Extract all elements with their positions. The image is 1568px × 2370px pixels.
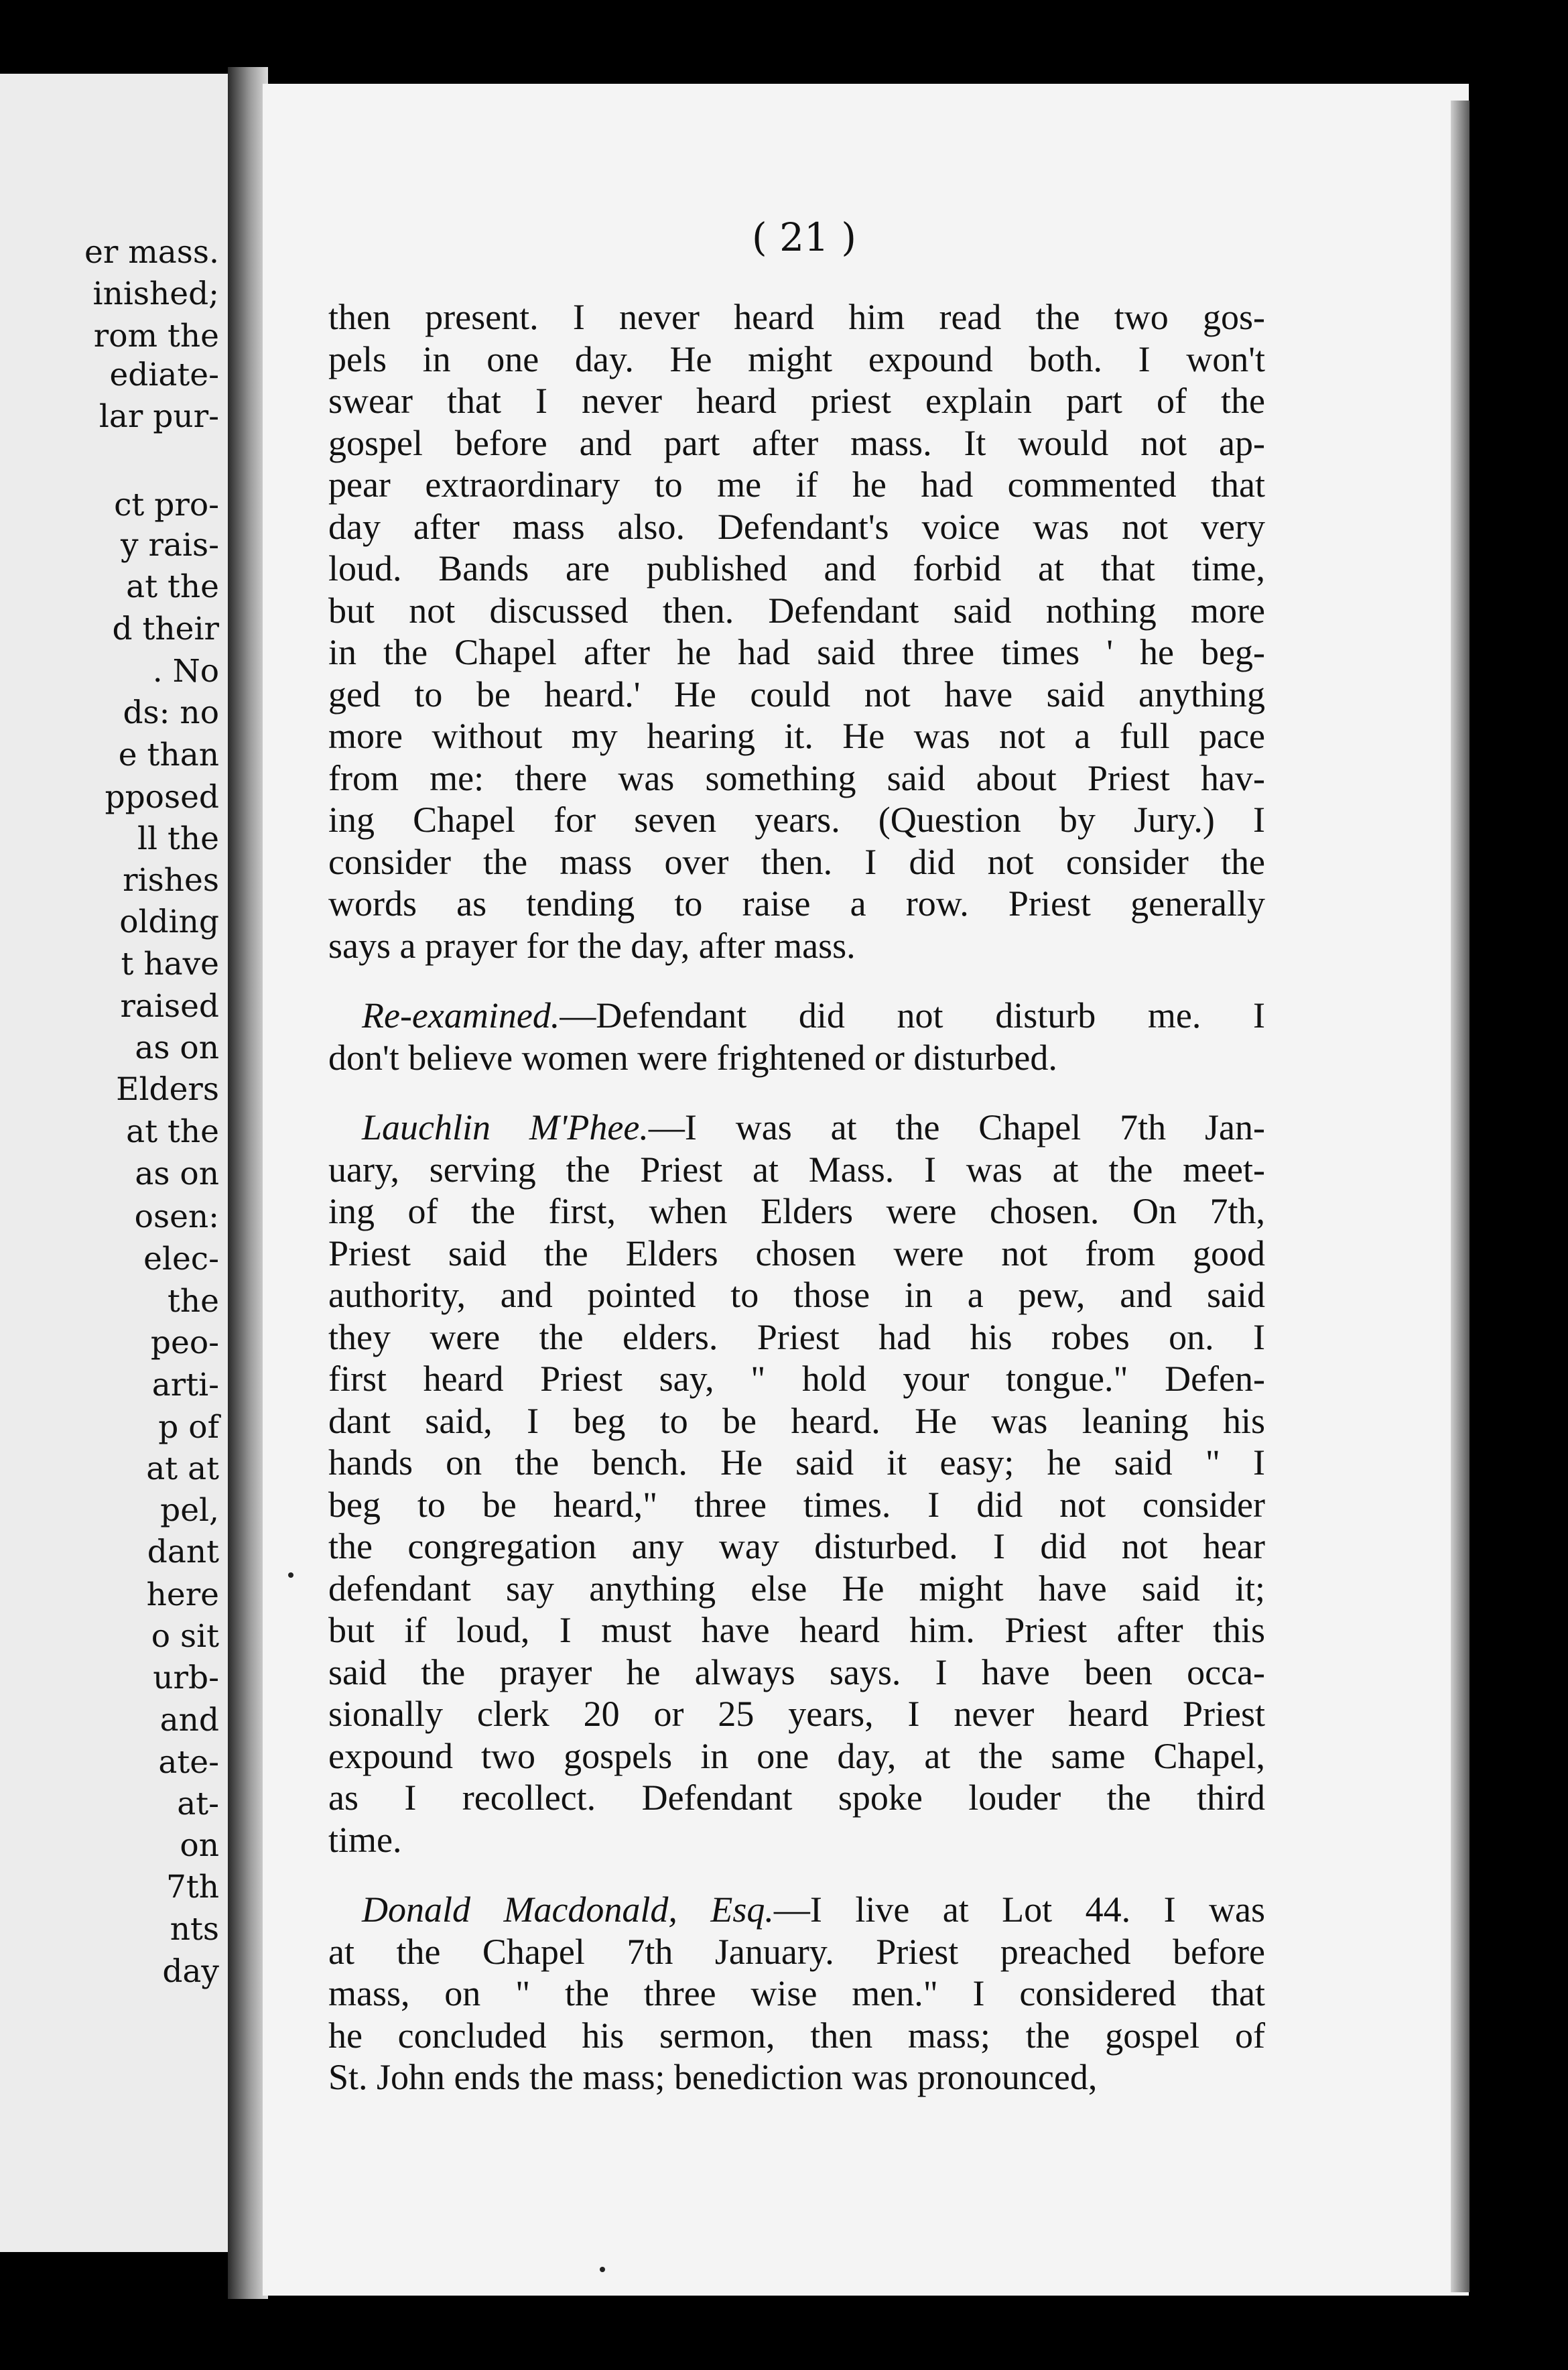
- facing-page-text-fragment: ll the: [137, 820, 219, 857]
- testimony-paragraph: [328, 1107, 1265, 1861]
- text-line: gospel before and part after mass. It would not ap-: [328, 422, 1265, 463]
- text-line: swear that I never heard priest explain part of the: [328, 381, 1265, 421]
- facing-page-text-fragment: . No: [152, 653, 219, 690]
- line-text: —I was at the Chapel 7th Jan-: [648, 1107, 1266, 1147]
- facing-page-text-fragment: 7th: [166, 1869, 219, 1906]
- print-speck: [600, 2267, 605, 2272]
- facing-page-text-fragment: rishes: [123, 862, 219, 899]
- text-line: as I recollect. Defendant spoke louder the third: [328, 1777, 1265, 1818]
- text-line: time.: [328, 1819, 402, 1860]
- facing-page-text-fragment: o sit: [151, 1618, 219, 1655]
- text-line: beg to be heard," three times. I did not consider: [328, 1484, 1265, 1525]
- facing-page-text-fragment: ediate-: [109, 357, 219, 393]
- line-text: —I live at Lot 44. I was: [773, 1889, 1265, 1930]
- text-line: [328, 995, 1265, 1037]
- facing-page-text-fragment: day: [162, 1953, 219, 1990]
- text-line: loud. Bands are published and forbid at that time,: [328, 548, 1265, 588]
- facing-page-text-fragment: urb-: [153, 1660, 219, 1696]
- text-line: then present. I never heard him read the two gos-: [328, 297, 1265, 337]
- text-line: in the Chapel after he had said three times ' he beg-: [328, 632, 1265, 672]
- facing-page-text-fragment: p of: [158, 1409, 219, 1446]
- facing-page-text-fragment: here: [146, 1576, 219, 1613]
- text-line: first heard Priest say, " hold your tongue." Defen-: [328, 1359, 1265, 1399]
- facing-page-text-fragment: pel,: [160, 1492, 219, 1529]
- previous-page-edge: [0, 74, 231, 2252]
- text-line: words as tending to raise a row. Priest generally: [328, 883, 1265, 924]
- text-line: pels in one day. He might expound both. I won't: [328, 338, 1265, 379]
- facing-page-text-fragment: d their: [112, 611, 219, 647]
- facing-page-text-fragment: Elders: [116, 1071, 219, 1108]
- facing-page-text-fragment: the: [168, 1283, 219, 1320]
- text-line: at the Chapel 7th January. Priest preached before: [328, 1931, 1265, 1972]
- text-line: mass, on " the three wise men." I considered that: [328, 1973, 1265, 2013]
- print-speck: [288, 1572, 293, 1578]
- facing-page-text-fragment: t have: [121, 946, 219, 983]
- facing-page-text-fragment: e than: [118, 737, 219, 773]
- facing-page-text-fragment: ct pro-: [114, 487, 219, 523]
- facing-page-text-fragment: lar pur-: [99, 398, 219, 435]
- facing-page-text-fragment: pposed: [105, 779, 219, 816]
- facing-page-text-fragment: olding: [119, 903, 219, 940]
- body-text: [328, 296, 1265, 2127]
- facing-page-text-fragment: raised: [120, 988, 219, 1025]
- facing-page-text-fragment: osen:: [134, 1198, 219, 1235]
- text-line: ing of the first, when Elders were chosen. On 7th,: [328, 1191, 1265, 1231]
- speaker-name: Re-examined.: [362, 995, 560, 1036]
- facing-page-text-fragment: as on: [135, 1156, 219, 1192]
- text-line: says a prayer for the day, after mass.: [328, 925, 856, 966]
- text-line: but not discussed then. Defendant said nothing more: [328, 590, 1265, 631]
- text-line: said the prayer he always says. I have been occa-: [328, 1651, 1265, 1692]
- speaker-name: Lauchlin M'Phee.: [362, 1107, 649, 1147]
- text-line: [328, 1889, 1265, 1931]
- facing-page-text-fragment: at-: [177, 1786, 219, 1822]
- facing-page-text-fragment: nts: [170, 1911, 219, 1948]
- text-line: sionally clerk 20 or 25 years, I never heard Priest: [328, 1694, 1265, 1734]
- facing-page-text-fragment: dant: [147, 1534, 219, 1570]
- speaker-name: Donald Macdonald, Esq.: [362, 1889, 774, 1930]
- facing-page-text-fragment: and: [159, 1702, 219, 1739]
- text-line: defendant say anything else He might have said it;: [328, 1568, 1265, 1609]
- book-gutter: [228, 67, 268, 2299]
- facing-page-text-fragment: ate-: [158, 1744, 219, 1781]
- text-line: day after mass also. Defendant's voice was not very: [328, 506, 1265, 547]
- text-line: they were the elders. Priest had his robes on. I: [328, 1316, 1265, 1357]
- text-line: Priest said the Elders chosen were not from good: [328, 1233, 1265, 1273]
- facing-page-text-fragment: rom the: [93, 318, 219, 355]
- facing-page-text-fragment: on: [180, 1827, 219, 1864]
- facing-page-text-fragment: as on: [135, 1030, 219, 1066]
- text-line: hands on the bench. He said it easy; he said " I: [328, 1442, 1265, 1483]
- facing-page-text-fragment: ds: no: [123, 694, 219, 731]
- text-line: [328, 1107, 1265, 1149]
- facing-page-text-fragment: elec-: [143, 1241, 219, 1277]
- text-line: but if loud, I must have heard him. Priest after this: [328, 1610, 1265, 1650]
- testimony-paragraph: [328, 995, 1265, 1078]
- page-number: ( 21 ): [752, 214, 856, 260]
- text-line: pear extraordinary to me if he had commented that: [328, 464, 1265, 505]
- text-line: St. John ends the mass; benediction was pronounced,: [328, 2057, 1098, 2097]
- text-line: he concluded his sermon, then mass; the gospel of: [328, 2015, 1265, 2056]
- page-edge-shadow: [1451, 101, 1469, 2292]
- continued-paragraph: [328, 296, 1265, 966]
- facing-page-text-fragment: er mass.: [84, 234, 219, 271]
- text-line: consider the mass over then. I did not consider the: [328, 841, 1265, 882]
- facing-page-text-fragment: at the: [126, 568, 219, 605]
- facing-page-text-fragment: inished;: [92, 275, 219, 312]
- testimony-paragraph: [328, 1889, 1265, 2099]
- text-line: ged to be heard.' He could not have said anything: [328, 674, 1265, 714]
- facing-page-text-fragment: peo-: [150, 1324, 219, 1361]
- text-line: dant said, I beg to be heard. He was leaning his: [328, 1400, 1265, 1441]
- text-line: uary, serving the Priest at Mass. I was at the meet-: [328, 1149, 1265, 1190]
- facing-page-text-fragment: y rais-: [120, 527, 219, 564]
- line-text: —Defendant did not disturb me. I: [560, 995, 1265, 1036]
- text-line: expound two gospels in one day, at the same Chapel,: [328, 1735, 1265, 1776]
- text-line: from me: there was something said about Priest hav-: [328, 757, 1265, 798]
- text-line: ing Chapel for seven years. (Question by Jury.) I: [328, 800, 1265, 840]
- text-line: don't believe women were frightened or disturbed.: [328, 1037, 1057, 1078]
- text-line: the congregation any way disturbed. I did not hear: [328, 1526, 1265, 1566]
- text-line: more without my hearing it. He was not a full pace: [328, 716, 1265, 756]
- text-line: authority, and pointed to those in a pew, and said: [328, 1275, 1265, 1315]
- facing-page-text-fragment: at at: [146, 1450, 219, 1487]
- facing-page-text-fragment: at the: [126, 1113, 219, 1150]
- facing-page-text-fragment: arti-: [151, 1367, 219, 1404]
